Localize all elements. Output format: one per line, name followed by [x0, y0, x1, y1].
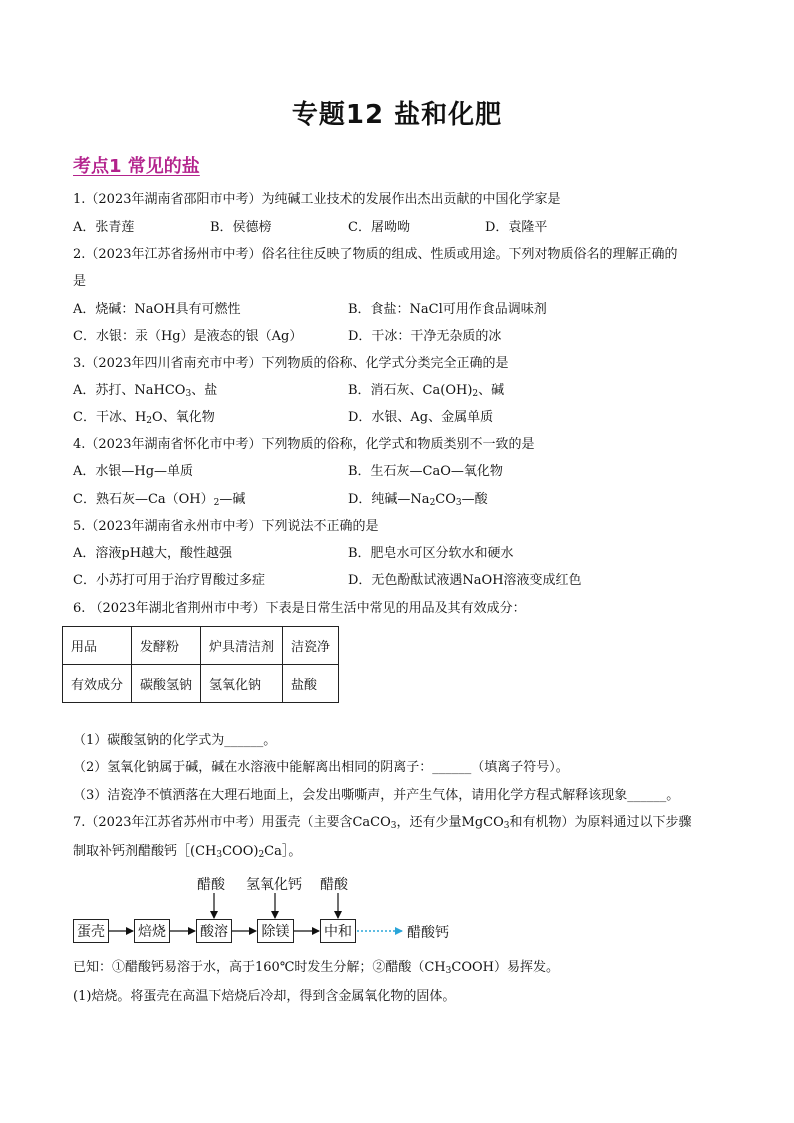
q4-stem: 4.（2023年湖南省怀化市中考）下列物质的俗称，化学式和物质类别不一致的是: [73, 437, 535, 452]
q4-option-b: B．生石灰—CaO—氧化物: [348, 464, 503, 479]
q1-option-d: D．袁隆平: [485, 220, 548, 235]
q3-option-b: B．消石灰、$Ca(OH)_2$、碱: [348, 383, 505, 399]
q3-stem: 3.（2023年四川省南充市中考）下列物质的俗称、化学式分类完全正确的是: [73, 356, 509, 371]
q5-stem: 5.（2023年湖南省永州市中考）下列说法不正确的是: [73, 519, 379, 534]
q2-stem-cont: 是: [73, 274, 87, 289]
section-heading: 考点1 常见的盐: [73, 156, 200, 177]
q6-sub-1: （1）碳酸氢钠的化学式为______。: [73, 733, 277, 748]
flow-box-remove-mg: 除镁: [257, 919, 294, 943]
q3-option-c: C．干冰、$H_2O$、氧化物: [73, 410, 215, 426]
q5-option-a: A．溶液pH越大，酸性越强: [73, 546, 233, 561]
q2-option-d: D．干冰：干净无杂质的冰: [348, 329, 502, 344]
q6-sub-3: （3）洁瓷净不慎洒落在大理石地面上，会发出嘶嘶声，并产生气体，请用化学方程式解释该现象______。: [73, 788, 680, 803]
q4-option-c: C．熟石灰$—Ca(OH)_2—$碱: [73, 492, 246, 508]
table-cell: 氢氧化钠: [201, 665, 283, 703]
table-cell: 发酵粉: [132, 627, 201, 665]
q4-option-d: D．纯碱$—Na_2CO_3—$酸: [348, 492, 488, 508]
flow-input-acetic-acid-1: 醋酸: [197, 877, 225, 893]
flow-input-calcium-hydroxide: 氢氧化钙: [246, 877, 302, 893]
q2-option-a: A．烧碱：NaOH具有可燃性: [73, 302, 241, 317]
q1-option-c: C．屠呦呦: [348, 220, 410, 235]
q6-stem: 6. （2023年湖北省荆州市中考）下表是日常生活中常见的用品及其有效成分：: [73, 601, 526, 616]
q6-sub-2: （2）氢氧化钠属于碱，碱在水溶液中能解离出相同的阴离子：______（填离子符号）。: [73, 760, 569, 775]
q1-option-b: B．侯德榜: [210, 220, 272, 235]
q1-option-a: A．张青莲: [73, 220, 135, 235]
flow-box-roast: 焙烧: [134, 919, 170, 943]
q1-stem: 1.（2023年湖南省邵阳市中考）为纯碱工业技术的发展作出杰出贡献的中国化学家是: [73, 192, 561, 207]
flow-box-neutralize: 中和: [320, 919, 356, 943]
q7-part-1: (1)焙烧。将蛋壳在高温下焙烧后冷却，得到含金属氧化物的固体。: [73, 989, 456, 1004]
q7-stem: 7.（2023年江苏省苏州市中考）用蛋壳（主要含CaCO$_3$，还有少量MgCO$_3$和有机物）为原料通过以下步骤: [73, 815, 692, 831]
q3-option-d: D．水银、Ag、金属单质: [348, 410, 494, 425]
q5-option-b: B．肥皂水可区分软水和硬水: [348, 546, 514, 561]
flow-vertical-arrows: [214, 893, 338, 918]
flow-box-acid-dissolve: 酸溶: [196, 919, 232, 943]
q7-stem-cont: 制取补钙剂醋酸钙$[(CH_3COO)_2Ca]$。: [73, 844, 302, 860]
q5-option-c: C．小苏打可用于治疗胃酸过多症: [73, 573, 265, 588]
page-title: 专题12 盐和化肥: [291, 100, 503, 130]
table-cell: 洁瓷净: [283, 627, 339, 665]
flow-input-acetic-acid-2: 醋酸: [320, 877, 348, 893]
table-cell: 盐酸: [283, 665, 339, 703]
table-cell: 碳酸氢钠: [132, 665, 201, 703]
q7-known: 已知：①醋酸钙易溶于水，高于160℃时发生分解；②醋酸$(CH_3COOH)$易挥发。: [73, 960, 559, 976]
flow-box-eggshell: 蛋壳: [73, 919, 109, 943]
q2-option-c: C．水银：汞（Hg）是液态的银（Ag）: [73, 329, 303, 344]
q3-option-a: A．苏打、NaHCO$_3$、盐: [73, 383, 218, 399]
table-cell: 炉具清洁剂: [201, 627, 283, 665]
q2-option-b: B．食盐：NaCl可用作食品调味剂: [348, 302, 547, 317]
q4-option-a: A．水银—Hg—单质: [73, 464, 194, 479]
q5-option-d: D．无色酚酞试液遇NaOH溶液变成红色: [348, 573, 582, 588]
table-cell: 用品: [63, 627, 132, 665]
q2-stem: 2.（2023年江苏省扬州市中考）俗名往往反映了物质的组成、性质或用途。下列对物质俗名的理解正确的: [73, 247, 678, 262]
flow-product: 醋酸钙: [407, 925, 449, 941]
table-cell: 有效成分: [63, 665, 132, 703]
